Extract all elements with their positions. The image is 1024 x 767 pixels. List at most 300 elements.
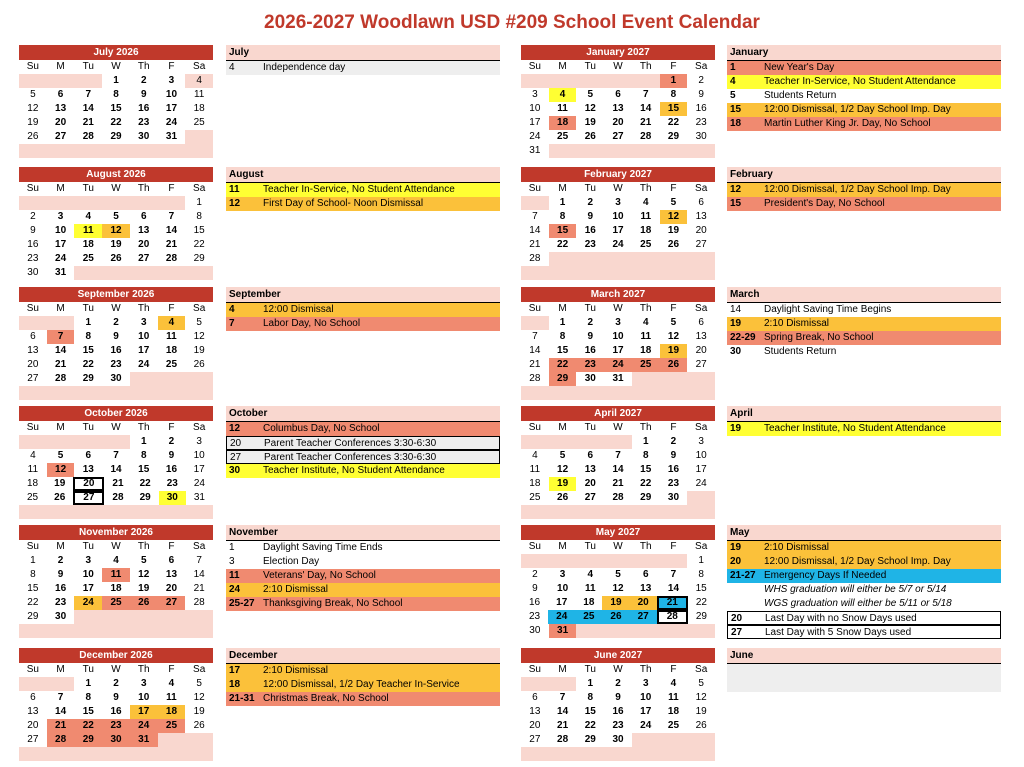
event-row[interactable] — [226, 692, 500, 706]
event-row[interactable] — [226, 317, 500, 331]
day-cell[interactable]: 26 — [185, 719, 213, 733]
day-cell[interactable]: 9 — [576, 210, 604, 224]
day-cell[interactable]: 25 — [158, 358, 186, 372]
day-cell[interactable]: 2 — [660, 435, 688, 449]
day-cell[interactable]: 30 — [576, 372, 604, 386]
day-cell[interactable]: 8 — [660, 88, 688, 102]
day-cell[interactable]: 22 — [102, 116, 130, 130]
day-cell[interactable]: 5 — [576, 88, 604, 102]
day-cell[interactable]: 22 — [185, 238, 213, 252]
day-cell[interactable]: 13 — [604, 102, 632, 116]
day-cell[interactable]: 14 — [632, 102, 660, 116]
event-row[interactable] — [727, 422, 1001, 436]
day-cell[interactable]: 4 — [549, 88, 577, 102]
day-cell[interactable]: 20 — [73, 477, 104, 491]
day-cell[interactable]: 6 — [632, 568, 660, 582]
day-cell[interactable]: 21 — [47, 719, 75, 733]
day-cell[interactable]: 25 — [549, 130, 577, 144]
day-cell[interactable]: 26 — [660, 358, 688, 372]
day-cell[interactable]: 8 — [549, 330, 577, 344]
day-cell[interactable]: 10 — [632, 691, 660, 705]
day-cell[interactable]: 8 — [74, 691, 102, 705]
day-cell[interactable]: 16 — [576, 344, 604, 358]
day-cell[interactable]: 19 — [46, 477, 73, 491]
day-cell[interactable]: 13 — [19, 344, 47, 358]
day-cell[interactable]: 22 — [74, 719, 102, 733]
day-cell[interactable]: 25 — [632, 358, 660, 372]
day-cell[interactable]: 2 — [521, 568, 549, 582]
day-cell[interactable]: 3 — [47, 210, 75, 224]
day-cell[interactable]: 5 — [47, 449, 75, 463]
day-cell[interactable]: 31 — [130, 733, 158, 747]
day-cell[interactable]: 9 — [604, 691, 632, 705]
day-cell[interactable]: 24 — [604, 358, 632, 372]
event-row[interactable] — [727, 555, 1001, 569]
day-cell[interactable]: 19 — [185, 344, 213, 358]
day-cell[interactable]: 23 — [102, 719, 130, 733]
event-row[interactable] — [727, 541, 1001, 555]
day-cell[interactable]: 1 — [660, 74, 688, 88]
event-row[interactable] — [226, 664, 500, 678]
day-cell[interactable]: 24 — [130, 358, 158, 372]
day-cell[interactable]: 2 — [576, 196, 604, 210]
day-cell[interactable]: 12 — [549, 463, 577, 477]
day-cell[interactable]: 12 — [660, 330, 688, 344]
day-cell[interactable]: 27 — [576, 491, 604, 505]
day-cell[interactable]: 3 — [549, 568, 577, 582]
day-cell[interactable]: 4 — [158, 677, 186, 691]
day-cell[interactable]: 4 — [632, 196, 660, 210]
day-cell[interactable]: 6 — [687, 196, 715, 210]
day-cell[interactable]: 1 — [576, 677, 604, 691]
day-cell[interactable]: 9 — [102, 691, 130, 705]
day-cell[interactable]: 14 — [158, 224, 186, 238]
day-cell[interactable]: 10 — [687, 449, 715, 463]
day-cell[interactable]: 2 — [102, 677, 130, 691]
day-cell[interactable]: 16 — [102, 705, 130, 719]
day-cell[interactable]: 12 — [687, 691, 715, 705]
day-cell[interactable]: 13 — [687, 330, 715, 344]
day-cell[interactable]: 6 — [687, 316, 715, 330]
day-cell[interactable]: 11 — [632, 330, 660, 344]
day-cell[interactable]: 17 — [687, 463, 715, 477]
day-cell[interactable]: 23 — [521, 610, 548, 624]
day-cell[interactable]: 31 — [604, 372, 632, 386]
day-cell[interactable]: 30 — [47, 610, 75, 624]
day-cell[interactable]: 18 — [19, 477, 46, 491]
day-cell[interactable]: 7 — [521, 210, 549, 224]
day-cell[interactable]: 26 — [687, 719, 715, 733]
day-cell[interactable]: 27 — [130, 252, 158, 266]
day-cell[interactable]: 19 — [102, 238, 130, 252]
day-cell[interactable]: 23 — [102, 358, 130, 372]
day-cell[interactable]: 26 — [46, 491, 73, 505]
day-cell[interactable]: 4 — [576, 568, 604, 582]
day-cell[interactable]: 20 — [130, 238, 158, 252]
day-cell[interactable]: 23 — [159, 477, 186, 491]
day-cell[interactable]: 6 — [130, 210, 158, 224]
day-cell[interactable]: 7 — [158, 210, 186, 224]
day-cell[interactable]: 12 — [185, 691, 213, 705]
day-cell[interactable]: 15 — [74, 344, 102, 358]
day-cell[interactable]: 20 — [19, 719, 47, 733]
day-cell[interactable]: 14 — [47, 705, 75, 719]
day-cell[interactable]: 4 — [102, 554, 130, 568]
day-cell[interactable]: 15 — [576, 705, 604, 719]
day-cell[interactable]: 8 — [687, 568, 715, 582]
day-cell[interactable]: 24 — [632, 719, 660, 733]
day-cell[interactable]: 17 — [74, 582, 102, 596]
day-cell[interactable]: 18 — [549, 116, 577, 130]
day-cell[interactable]: 4 — [521, 449, 549, 463]
day-cell[interactable]: 25 — [575, 610, 602, 624]
event-row[interactable] — [727, 583, 1001, 597]
day-cell[interactable]: 11 — [549, 102, 577, 116]
day-cell[interactable]: 25 — [158, 719, 186, 733]
day-cell[interactable]: 3 — [604, 316, 632, 330]
day-cell[interactable]: 18 — [632, 344, 660, 358]
day-cell[interactable]: 10 — [604, 210, 632, 224]
event-row[interactable] — [727, 183, 1001, 197]
day-cell[interactable]: 23 — [47, 596, 75, 610]
day-cell[interactable]: 26 — [549, 491, 577, 505]
day-cell[interactable]: 28 — [185, 596, 213, 610]
day-cell[interactable]: 11 — [158, 691, 186, 705]
day-cell[interactable]: 17 — [130, 705, 158, 719]
event-row[interactable] — [727, 61, 1001, 75]
day-cell[interactable]: 2 — [687, 74, 715, 88]
day-cell[interactable]: 18 — [158, 344, 186, 358]
day-cell[interactable]: 29 — [632, 491, 660, 505]
day-cell[interactable]: 30 — [521, 624, 549, 638]
day-cell[interactable]: 8 — [19, 568, 47, 582]
event-row[interactable] — [226, 183, 500, 197]
day-cell[interactable]: 18 — [102, 582, 130, 596]
day-cell[interactable]: 10 — [158, 88, 186, 102]
event-row[interactable] — [727, 197, 1001, 211]
day-cell[interactable]: 26 — [660, 238, 688, 252]
day-cell[interactable]: 24 — [130, 719, 158, 733]
event-row[interactable] — [226, 422, 500, 436]
day-cell[interactable]: 22 — [132, 477, 159, 491]
day-cell[interactable]: 28 — [47, 733, 75, 747]
day-cell[interactable]: 20 — [47, 116, 75, 130]
day-cell[interactable]: 18 — [521, 477, 549, 491]
event-row[interactable] — [727, 569, 1001, 583]
day-cell[interactable]: 4 — [19, 449, 47, 463]
day-cell[interactable]: 29 — [185, 252, 213, 266]
day-cell[interactable]: 1 — [632, 435, 660, 449]
day-cell[interactable]: 10 — [521, 102, 549, 116]
day-cell[interactable]: 11 — [185, 88, 213, 102]
day-cell[interactable]: 23 — [687, 116, 715, 130]
day-cell[interactable]: 1 — [549, 316, 577, 330]
day-cell[interactable]: 9 — [576, 330, 604, 344]
day-cell[interactable]: 16 — [47, 582, 75, 596]
event-row[interactable] — [226, 583, 500, 597]
day-cell[interactable]: 5 — [19, 88, 47, 102]
day-cell[interactable]: 3 — [158, 74, 186, 88]
day-cell[interactable]: 29 — [549, 372, 577, 386]
day-cell[interactable]: 15 — [102, 102, 130, 116]
day-cell[interactable]: 22 — [632, 477, 660, 491]
event-row[interactable] — [727, 625, 1001, 639]
day-cell[interactable]: 19 — [660, 224, 688, 238]
day-cell[interactable]: 24 — [47, 252, 75, 266]
day-cell[interactable]: 29 — [102, 130, 130, 144]
day-cell[interactable]: 17 — [47, 238, 75, 252]
day-cell[interactable]: 24 — [687, 477, 715, 491]
day-cell[interactable]: 16 — [19, 238, 47, 252]
day-cell[interactable]: 16 — [660, 463, 688, 477]
day-cell[interactable]: 25 — [74, 252, 102, 266]
day-cell[interactable]: 23 — [19, 252, 47, 266]
day-cell[interactable]: 9 — [130, 88, 158, 102]
day-cell[interactable]: 7 — [47, 330, 75, 344]
day-cell[interactable]: 5 — [102, 210, 130, 224]
day-cell[interactable]: 29 — [74, 372, 102, 386]
day-cell[interactable]: 7 — [604, 449, 632, 463]
day-cell[interactable]: 1 — [687, 554, 715, 568]
day-cell[interactable]: 28 — [549, 733, 577, 747]
day-cell[interactable]: 18 — [185, 102, 213, 116]
event-row[interactable] — [727, 345, 1001, 359]
day-cell[interactable]: 7 — [549, 691, 577, 705]
day-cell[interactable]: 23 — [604, 719, 632, 733]
day-cell[interactable]: 25 — [521, 491, 549, 505]
day-cell[interactable]: 25 — [19, 491, 46, 505]
day-cell[interactable]: 14 — [604, 463, 632, 477]
day-cell[interactable]: 13 — [130, 224, 158, 238]
day-cell[interactable]: 25 — [185, 116, 213, 130]
day-cell[interactable]: 9 — [102, 330, 130, 344]
day-cell[interactable]: 19 — [687, 705, 715, 719]
event-row[interactable] — [226, 450, 500, 464]
day-cell[interactable]: 19 — [130, 582, 158, 596]
day-cell[interactable]: 6 — [604, 88, 632, 102]
day-cell[interactable]: 27 — [19, 372, 47, 386]
day-cell[interactable]: 29 — [688, 610, 715, 624]
day-cell[interactable]: 24 — [186, 477, 213, 491]
day-cell[interactable]: 16 — [521, 596, 548, 610]
day-cell[interactable]: 8 — [74, 330, 102, 344]
day-cell[interactable]: 29 — [660, 130, 688, 144]
day-cell[interactable]: 3 — [74, 554, 102, 568]
day-cell[interactable]: 1 — [130, 435, 158, 449]
event-row[interactable] — [727, 303, 1001, 317]
day-cell[interactable]: 30 — [604, 733, 632, 747]
day-cell[interactable]: 10 — [130, 691, 158, 705]
day-cell[interactable]: 14 — [102, 463, 130, 477]
day-cell[interactable]: 25 — [632, 238, 660, 252]
event-row[interactable] — [226, 555, 500, 569]
day-cell[interactable]: 22 — [19, 596, 47, 610]
day-cell[interactable]: 9 — [660, 449, 688, 463]
day-cell[interactable]: 2 — [130, 74, 158, 88]
day-cell[interactable]: 25 — [660, 719, 688, 733]
day-cell[interactable]: 3 — [632, 677, 660, 691]
day-cell[interactable]: 28 — [521, 252, 549, 266]
day-cell[interactable]: 24 — [604, 238, 632, 252]
day-cell[interactable]: 12 — [102, 224, 130, 238]
day-cell[interactable]: 7 — [660, 568, 688, 582]
day-cell[interactable]: 11 — [660, 691, 688, 705]
day-cell[interactable]: 27 — [19, 733, 47, 747]
day-cell[interactable]: 21 — [632, 116, 660, 130]
day-cell[interactable]: 14 — [74, 102, 102, 116]
day-cell[interactable]: 29 — [74, 733, 102, 747]
day-cell[interactable]: 14 — [521, 344, 549, 358]
day-cell[interactable]: 21 — [521, 238, 549, 252]
day-cell[interactable]: 19 — [19, 116, 47, 130]
day-cell[interactable]: 15 — [549, 224, 577, 238]
day-cell[interactable]: 5 — [687, 677, 715, 691]
day-cell[interactable]: 8 — [576, 691, 604, 705]
day-cell[interactable]: 30 — [159, 491, 186, 505]
day-cell[interactable]: 27 — [521, 733, 549, 747]
day-cell[interactable]: 13 — [158, 568, 186, 582]
day-cell[interactable]: 19 — [576, 116, 604, 130]
day-cell[interactable]: 15 — [687, 582, 715, 596]
day-cell[interactable]: 25 — [102, 596, 130, 610]
day-cell[interactable]: 12 — [185, 330, 213, 344]
day-cell[interactable]: 16 — [604, 705, 632, 719]
day-cell[interactable]: 6 — [19, 691, 47, 705]
day-cell[interactable]: 15 — [549, 344, 577, 358]
day-cell[interactable]: 21 — [549, 719, 577, 733]
day-cell[interactable]: 11 — [632, 210, 660, 224]
day-cell[interactable]: 17 — [521, 116, 549, 130]
day-cell[interactable]: 15 — [185, 224, 213, 238]
day-cell[interactable]: 17 — [158, 102, 186, 116]
day-cell[interactable]: 28 — [632, 130, 660, 144]
day-cell[interactable]: 28 — [104, 491, 131, 505]
day-cell[interactable]: 13 — [19, 705, 47, 719]
day-cell[interactable]: 31 — [549, 624, 577, 638]
day-cell[interactable]: 11 — [521, 463, 549, 477]
day-cell[interactable]: 12 — [19, 102, 47, 116]
day-cell[interactable]: 2 — [158, 435, 186, 449]
day-cell[interactable]: 13 — [74, 463, 102, 477]
day-cell[interactable]: 27 — [158, 596, 186, 610]
day-cell[interactable]: 11 — [158, 330, 186, 344]
day-cell[interactable]: 21 — [74, 116, 102, 130]
day-cell[interactable]: 22 — [549, 238, 577, 252]
day-cell[interactable]: 28 — [74, 130, 102, 144]
day-cell[interactable]: 31 — [521, 144, 549, 158]
day-cell[interactable]: 11 — [576, 582, 604, 596]
day-cell[interactable]: 1 — [102, 74, 130, 88]
day-cell[interactable]: 6 — [47, 88, 75, 102]
day-cell[interactable]: 20 — [576, 477, 604, 491]
event-row[interactable] — [226, 303, 500, 317]
day-cell[interactable]: 23 — [576, 358, 604, 372]
day-cell[interactable]: 30 — [687, 130, 715, 144]
day-cell[interactable]: 20 — [687, 344, 715, 358]
day-cell[interactable]: 21 — [657, 596, 688, 610]
day-cell[interactable]: 5 — [660, 196, 688, 210]
day-cell[interactable]: 11 — [19, 463, 47, 477]
day-cell[interactable]: 13 — [576, 463, 604, 477]
day-cell[interactable]: 3 — [130, 316, 158, 330]
day-cell[interactable]: 17 — [185, 463, 213, 477]
day-cell[interactable]: 1 — [185, 196, 213, 210]
day-cell[interactable]: 9 — [158, 449, 186, 463]
day-cell[interactable]: 10 — [74, 568, 102, 582]
day-cell[interactable]: 17 — [548, 596, 575, 610]
day-cell[interactable]: 24 — [521, 130, 549, 144]
day-cell[interactable]: 17 — [604, 224, 632, 238]
day-cell[interactable]: 21 — [47, 358, 75, 372]
day-cell[interactable]: 24 — [158, 116, 186, 130]
day-cell[interactable]: 1 — [74, 316, 102, 330]
day-cell[interactable]: 14 — [660, 582, 688, 596]
day-cell[interactable]: 4 — [185, 74, 213, 88]
day-cell[interactable]: 26 — [576, 130, 604, 144]
day-cell[interactable]: 3 — [604, 196, 632, 210]
day-cell[interactable]: 18 — [660, 705, 688, 719]
day-cell[interactable]: 9 — [19, 224, 47, 238]
day-cell[interactable]: 3 — [521, 88, 549, 102]
day-cell[interactable]: 6 — [521, 691, 549, 705]
day-cell[interactable]: 5 — [660, 316, 688, 330]
day-cell[interactable]: 19 — [185, 705, 213, 719]
day-cell[interactable]: 18 — [575, 596, 602, 610]
day-cell[interactable]: 19 — [549, 477, 577, 491]
day-cell[interactable]: 27 — [687, 358, 715, 372]
day-cell[interactable]: 17 — [632, 705, 660, 719]
day-cell[interactable]: 15 — [660, 102, 688, 116]
day-cell[interactable]: 2 — [604, 677, 632, 691]
day-cell[interactable]: 30 — [102, 372, 130, 386]
day-cell[interactable]: 28 — [158, 252, 186, 266]
day-cell[interactable]: 14 — [47, 344, 75, 358]
day-cell[interactable]: 15 — [19, 582, 47, 596]
day-cell[interactable]: 15 — [74, 705, 102, 719]
day-cell[interactable]: 14 — [185, 568, 213, 582]
day-cell[interactable]: 14 — [521, 224, 549, 238]
event-row[interactable] — [226, 436, 500, 450]
day-cell[interactable]: 30 — [130, 130, 158, 144]
day-cell[interactable]: 8 — [102, 88, 130, 102]
day-cell[interactable]: 23 — [660, 477, 688, 491]
event-row[interactable] — [226, 569, 500, 583]
day-cell[interactable]: 26 — [102, 252, 130, 266]
day-cell[interactable]: 16 — [130, 102, 158, 116]
day-cell[interactable]: 26 — [130, 596, 158, 610]
day-cell[interactable]: 9 — [47, 568, 75, 582]
day-cell[interactable]: 5 — [604, 568, 632, 582]
day-cell[interactable]: 5 — [185, 677, 213, 691]
day-cell[interactable]: 14 — [549, 705, 577, 719]
day-cell[interactable]: 21 — [521, 358, 549, 372]
day-cell[interactable]: 6 — [74, 449, 102, 463]
day-cell[interactable]: 4 — [74, 210, 102, 224]
day-cell[interactable]: 9 — [687, 88, 715, 102]
day-cell[interactable]: 15 — [632, 463, 660, 477]
day-cell[interactable]: 2 — [102, 316, 130, 330]
day-cell[interactable]: 4 — [632, 316, 660, 330]
day-cell[interactable]: 9 — [521, 582, 549, 596]
day-cell[interactable]: 30 — [19, 266, 47, 280]
day-cell[interactable]: 8 — [130, 449, 158, 463]
day-cell[interactable]: 10 — [604, 330, 632, 344]
day-cell[interactable]: 27 — [687, 238, 715, 252]
day-cell[interactable]: 20 — [158, 582, 186, 596]
day-cell[interactable]: 18 — [158, 705, 186, 719]
day-cell[interactable]: 12 — [47, 463, 75, 477]
day-cell[interactable]: 27 — [630, 610, 657, 624]
